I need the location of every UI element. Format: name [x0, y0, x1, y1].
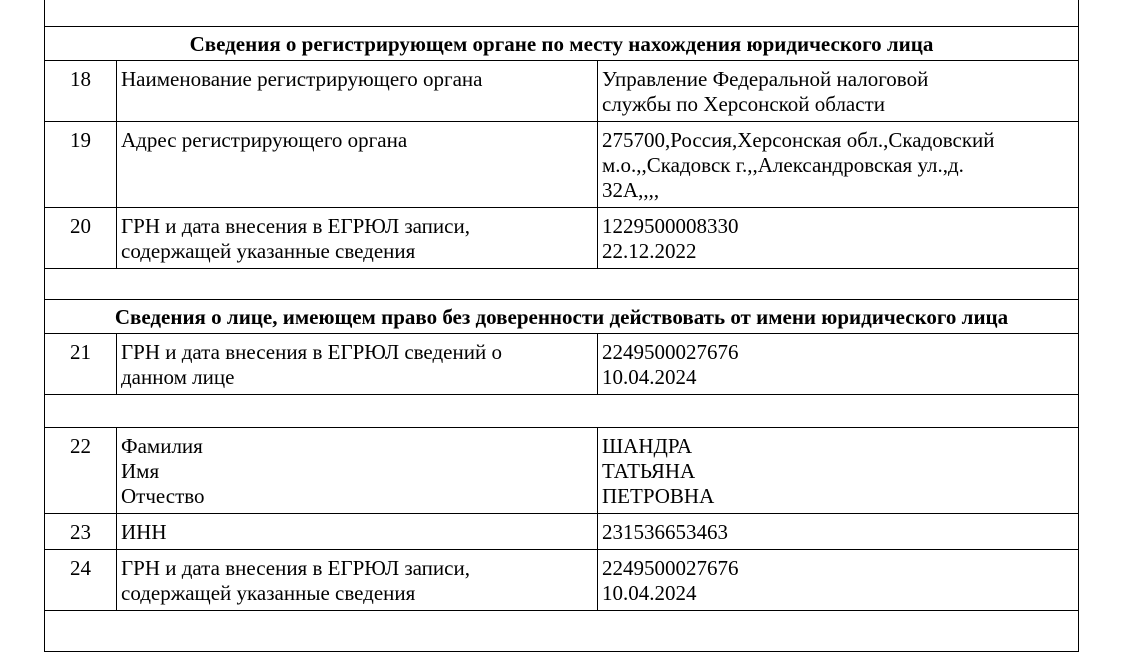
field-value [598, 61, 1079, 122]
value-line: службы по Херсонской области [602, 92, 885, 116]
field-label [117, 334, 598, 395]
blank-row [45, 0, 1079, 27]
value-line: Управление Федеральной налоговой [602, 67, 929, 91]
blank-row [45, 269, 1079, 300]
table-row [45, 428, 1079, 514]
row-number: 19 [45, 122, 117, 208]
label-line: Фамилия [121, 434, 203, 458]
table-row [45, 550, 1079, 611]
field-value [598, 428, 1079, 514]
label-line: содержащей указанные сведения [121, 239, 416, 263]
label-line: Отчество [121, 484, 205, 508]
table-row [45, 334, 1079, 395]
value-line: ШАНДРА [602, 434, 692, 458]
value-line: ТАТЬЯНА [602, 459, 696, 483]
section-title-authorized-person: Сведения о лице, имеющем право без доверенности действовать от имени юридического лица [45, 300, 1079, 334]
value-line: 231536653463 [602, 520, 728, 544]
label-line: ГРН и дата внесения в ЕГРЮЛ записи, [121, 214, 470, 238]
section-header-row [45, 27, 1079, 61]
section-title-registration-authority: Сведения о регистрирующем органе по месту нахождения юридического лица [45, 27, 1079, 61]
label-line: ГРН и дата внесения в ЕГРЮЛ записи, [121, 556, 470, 580]
label-line: данном лице [121, 365, 235, 389]
table-row [45, 208, 1079, 269]
table-row [45, 61, 1079, 122]
field-value [598, 550, 1079, 611]
field-value [598, 122, 1079, 208]
label-line: Имя [121, 459, 160, 483]
field-label [117, 428, 598, 514]
value-line: 22.12.2022 [602, 239, 697, 263]
value-line: 2249500027676 [602, 556, 739, 580]
value-line: 10.04.2024 [602, 365, 697, 389]
value-line: 2249500027676 [602, 340, 739, 364]
value-line: ПЕТРОВНА [602, 484, 715, 508]
row-number: 23 [45, 514, 117, 550]
blank-row [45, 395, 1079, 428]
table-row [45, 122, 1079, 208]
value-line: 10.04.2024 [602, 581, 697, 605]
row-number: 20 [45, 208, 117, 269]
field-label [117, 122, 598, 208]
field-label [117, 550, 598, 611]
field-label [117, 208, 598, 269]
label-line: ИНН [121, 520, 167, 544]
field-value [598, 334, 1079, 395]
blank-row [45, 611, 1079, 652]
field-label [117, 61, 598, 122]
label-line: содержащей указанные сведения [121, 581, 416, 605]
row-number: 22 [45, 428, 117, 514]
row-number: 21 [45, 334, 117, 395]
value-line: 32А,,,, [602, 178, 660, 202]
field-label [117, 514, 598, 550]
label-line: ГРН и дата внесения в ЕГРЮЛ сведений о [121, 340, 502, 364]
row-number: 24 [45, 550, 117, 611]
field-value [598, 208, 1079, 269]
label-line: Адрес регистрирующего органа [121, 128, 408, 152]
value-line: 1229500008330 [602, 214, 739, 238]
egrul-extract-table [44, 0, 1079, 652]
value-line: м.о.,,Скадовск г.,,Александровская ул.,д. [602, 153, 964, 177]
row-number: 18 [45, 61, 117, 122]
table-row [45, 514, 1079, 550]
section-header-row [45, 300, 1079, 334]
field-value [598, 514, 1079, 550]
label-line: Наименование регистрирующего органа [121, 67, 483, 91]
value-line: 275700,Россия,Херсонская обл.,Скадовский [602, 128, 995, 152]
